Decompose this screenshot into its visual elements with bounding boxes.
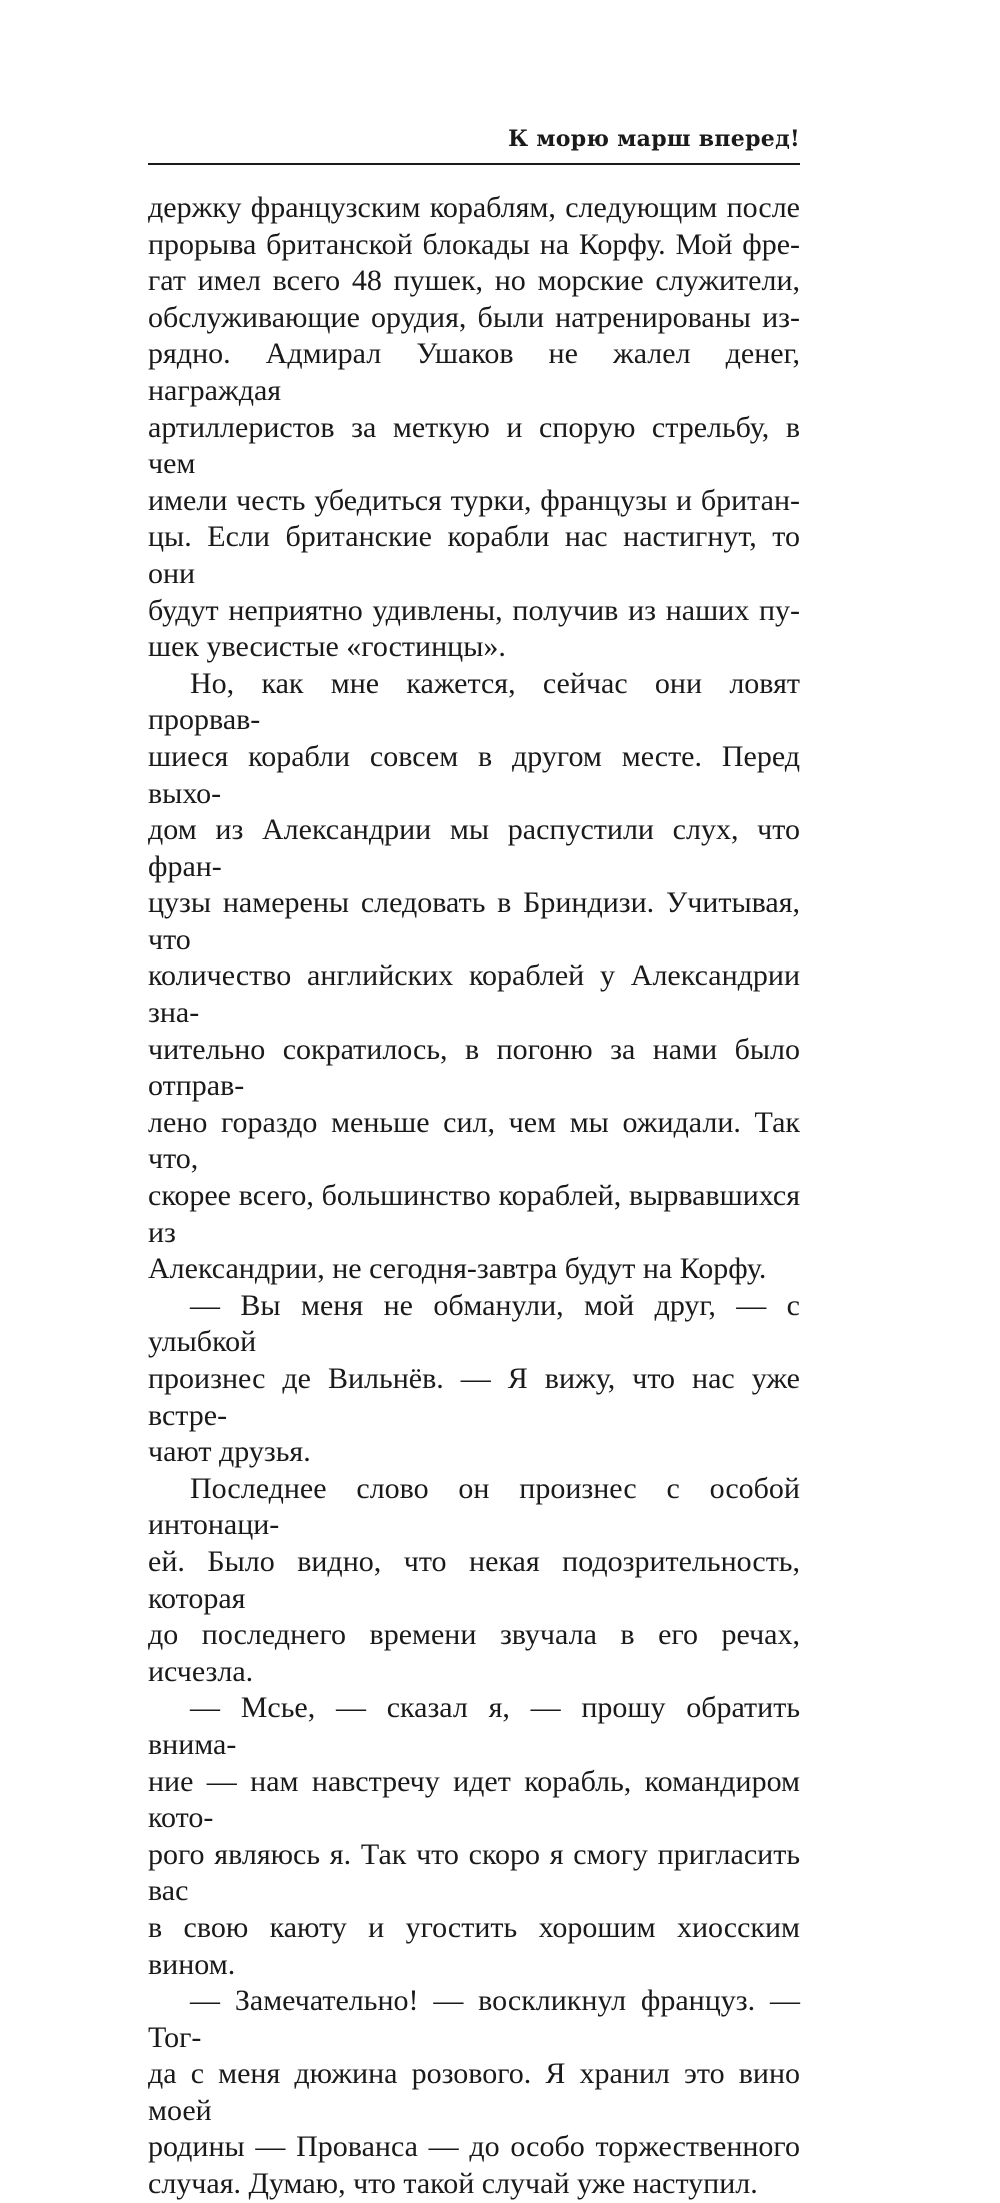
text-line: лено гораздо меньше сил, чем мы ожидали. Так что,: [148, 1105, 800, 1176]
text-line: произнес де Вильнёв. — Я вижу, что нас уже встре-: [148, 1362, 800, 1432]
paragraph: [148, 1690, 800, 1983]
text-line: Но, как мне кажется, сейчас они ловят прорвав-: [148, 666, 800, 737]
paragraph: [148, 1983, 800, 2203]
text-line: родины — Прованса — до особо торжественного: [148, 2130, 800, 2164]
text-line: цузы намерены следовать в Бриндизи. Учитывая, что: [148, 886, 800, 956]
text-line: шиеся корабли совсем в другом месте. Перед выхо-: [148, 739, 800, 810]
text-line: чают друзья.: [148, 1435, 311, 1469]
text-line: рядно. Адмирал Ушаков не жалел денег, награждая: [148, 337, 800, 407]
text-line: рого являюсь я. Так что скоро я смогу пригласить вас: [148, 1837, 800, 1908]
text-line: цы. Если британские корабли нас настигнут, то они: [148, 520, 800, 590]
text-line: до последнего времени звучала в его речах, исчезла.: [148, 1618, 800, 1688]
body-text: [148, 190, 800, 2203]
text-line: — Вы меня не обманули, мой друг, — с улыбкой: [148, 1288, 800, 1359]
text-line: дом из Александрии мы распустили слух, что фран-: [148, 813, 800, 883]
text-line: ей. Было видно, что некая подозрительность, которая: [148, 1544, 800, 1615]
header-rule: [148, 163, 800, 165]
text-line: имели честь убедиться турки, французы и британ-: [148, 483, 800, 517]
paragraph: [148, 1288, 800, 1471]
text-line: да с меня дюжина розового. Я хранил это вино моей: [148, 2057, 800, 2127]
text-line: скорее всего, большинство кораблей, вырвавшихся из: [148, 1179, 800, 1249]
text-line: Александрии, не сегодня-завтра будут на Корфу.: [148, 1252, 767, 1286]
paragraph: [148, 1471, 800, 1691]
text-line: в свою каюту и угостить хорошим хиосским вином.: [148, 1910, 800, 1981]
text-line: гат имел всего 48 пушек, но морские служители,: [148, 264, 800, 298]
text-line: обслуживающие орудия, были натренированы из-: [148, 300, 800, 334]
paragraph: [148, 190, 800, 666]
text-line: Последнее слово он произнес с особой интонаци-: [148, 1471, 800, 1542]
text-line: случая. Думаю, что такой случай уже наступил.: [148, 2167, 758, 2201]
text-line: — Мсье, — сказал я, — прошу обратить внима-: [148, 1691, 800, 1761]
text-line: будут неприятно удивлены, получив из наших пу-: [148, 593, 800, 627]
text-line: артиллеристов за меткую и спорую стрельбу, в чем: [148, 410, 800, 481]
text-line: прорыва британской блокады на Корфу. Мой фре-: [148, 227, 800, 261]
text-line: количество английских кораблей у Александрии зна-: [148, 959, 800, 1030]
text-line: держку французским кораблям, следующим после: [148, 191, 800, 224]
text-line: шек увесистые «гостинцы».: [148, 630, 506, 664]
text-line: — Замечательно! — воскликнул француз. — Тог-: [148, 1984, 800, 2054]
text-line: чительно сократилось, в погоню за нами было отправ-: [148, 1032, 800, 1103]
paragraph: [148, 666, 800, 1288]
running-title: К морю марш вперед!: [508, 126, 800, 152]
text-line: ние — нам навстречу идет корабль, командиром кото-: [148, 1764, 800, 1835]
